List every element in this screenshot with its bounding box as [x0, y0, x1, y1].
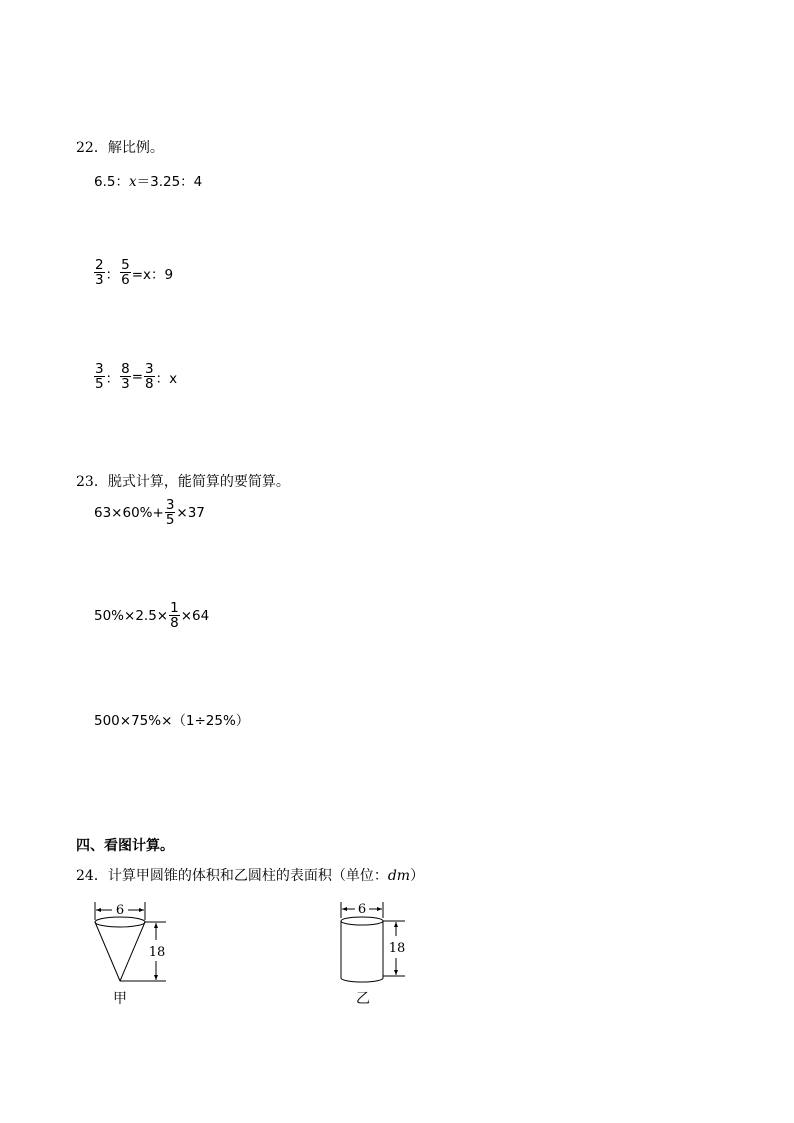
q23-expression-1: 63×60%+ $\frac{3}{5}$ ×37 [94, 497, 205, 529]
section-4-title: 四、看图计算。 [76, 838, 174, 854]
cone-slant-left [95, 922, 120, 981]
cylinder-height-arrow-bottom [394, 970, 398, 975]
cone-height-arrow-bottom [154, 975, 158, 980]
q22-equation-2: $\frac{2}{3}$ ： $\frac{5}{6}$ =x：9 [95, 257, 174, 289]
q23-title: 23．脱式计算，能简算的要简算。 [76, 474, 290, 490]
q24-title: 24．计算甲圆锥的体积和乙圆柱的表面积（单位：dm） [76, 868, 425, 884]
eq2-fraction-1: $\frac{2}{3}$ [95, 257, 104, 289]
unit-dm: dm [387, 868, 411, 884]
cylinder-diameter-label: 6 [357, 902, 367, 917]
cone-diameter-label: 6 [115, 903, 125, 918]
q23-expression-3: 500×75%×（1÷25%） [94, 713, 250, 729]
cone-dim-arrow-right [139, 908, 144, 912]
cylinder-dim-arrow-right [377, 907, 382, 911]
eq1-variable: x [128, 174, 137, 190]
cone-slant-right [120, 922, 145, 981]
cone-height-arrow-top [154, 923, 158, 928]
eq1-left: 6.5： [94, 174, 129, 190]
cone-base-ellipse [95, 917, 145, 927]
cone-label: 甲 [113, 991, 127, 1007]
cylinder-height-label: 18 [388, 941, 406, 956]
eq3-fraction-2: $\frac{8}{3}$ [121, 361, 130, 393]
eq2-fraction-2: $\frac{5}{6}$ [121, 257, 130, 289]
e1-fraction: $\frac{3}{5}$ [165, 497, 175, 529]
eq3-fraction-1: $\frac{3}{5}$ [95, 361, 104, 393]
q22-equation-3: $\frac{3}{5}$ ： $\frac{8}{3}$ = $\frac{3}{8}$ ：x [95, 361, 178, 393]
cylinder-bottom-arc [341, 978, 383, 982]
q22-equation-1 [94, 170, 202, 190]
cone-figure [86, 898, 186, 1010]
cone-dim-arrow-left [96, 908, 101, 912]
cone-height-label: 18 [148, 945, 166, 960]
cylinder-dim-arrow-left [342, 907, 347, 911]
q22-title: 22．解比例。 [76, 140, 164, 156]
eq1-right: ＝3.25：4 [136, 174, 203, 190]
cylinder-height-arrow-top [394, 922, 398, 927]
q23-expression-2: 50%×2.5× $\frac{1}{8}$ ×64 [94, 600, 210, 632]
cylinder-figure [330, 898, 420, 1010]
cylinder-label: 乙 [356, 991, 370, 1007]
e2-fraction: $\frac{1}{8}$ [170, 600, 179, 632]
eq3-fraction-3: $\frac{3}{8}$ [145, 361, 154, 393]
cylinder-top-ellipse [341, 917, 383, 925]
